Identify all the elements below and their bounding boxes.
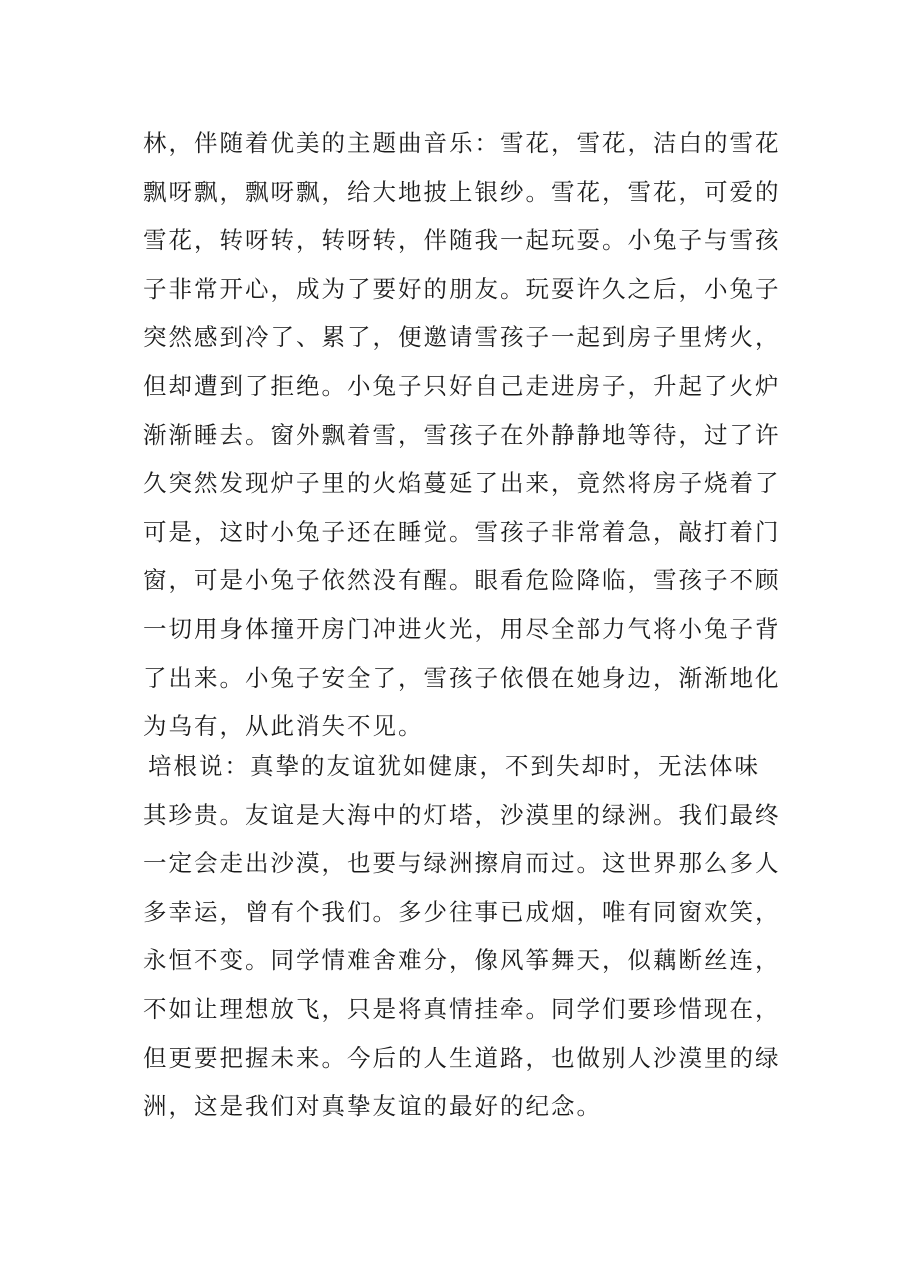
text-line: 窗，可是小兔子依然没有醒。眼看危险降临，雪孩子不顾 — [143, 566, 781, 595]
text-line: 飘呀飘，飘呀飘，给大地披上银纱。雪花，雪花，可爱的 — [143, 177, 781, 206]
text-line: 突然感到冷了、累了，便邀请雪孩子一起到房子里烤火， — [143, 323, 781, 352]
text-line: 多幸运，曾有个我们。多少往事已成烟，唯有同窗欢笑， — [143, 897, 781, 926]
text-line: 为乌有，从此消失不见。 — [143, 712, 424, 741]
text-line: 不如让理想放飞，只是将真情挂牵。同学们要珍惜现在， — [143, 994, 781, 1023]
paragraph-snow-child-story — [143, 119, 783, 751]
text-line: 一切用身体撞开房门冲进火光，用尽全部力气将小兔子背 — [143, 614, 781, 643]
text-line: 渐渐睡去。窗外飘着雪，雪孩子在外静静地等待，过了许 — [143, 420, 781, 449]
text-line: 子非常开心，成为了要好的朋友。玩耍许久之后，小兔子 — [143, 274, 781, 303]
text-line: 但更要把握未来。今后的人生道路，也做别人沙漠里的绿 — [143, 1043, 781, 1072]
text-line: 但却遭到了拒绝。小兔子只好自己走进房子，升起了火炉 — [143, 371, 781, 400]
text-line: 林，伴随着优美的主题曲音乐：雪花，雪花，洁白的雪花 — [143, 129, 781, 157]
paragraph-bacon-friendship — [143, 742, 783, 1131]
text-line-first: 培根说：真挚的友谊犹如健康，不到失却时，无法体味 — [148, 752, 760, 780]
text-line: 其珍贵。友谊是大海中的灯塔，沙漠里的绿洲。我们最终 — [143, 800, 781, 829]
text-line: 永恒不变。同学情难舍难分，像风筝舞天，似藕断丝连， — [143, 946, 781, 975]
text-line: 洲，这是我们对真挚友谊的最好的纪念。 — [143, 1092, 602, 1121]
text-line: 一定会走出沙漠，也要与绿洲擦肩而过。这世界那么多人 — [143, 849, 781, 878]
text-line: 久突然发现炉子里的火焰蔓延了出来，竟然将房子烧着了 — [143, 469, 781, 498]
text-line: 了出来。小兔子安全了，雪孩子依偎在她身边，渐渐地化 — [143, 663, 781, 692]
text-line: 雪花，转呀转，转呀转，伴随我一起玩耍。小兔子与雪孩 — [143, 226, 781, 255]
text-line: 可是，这时小兔子还在睡觉。雪孩子非常着急，敲打着门 — [143, 517, 781, 546]
